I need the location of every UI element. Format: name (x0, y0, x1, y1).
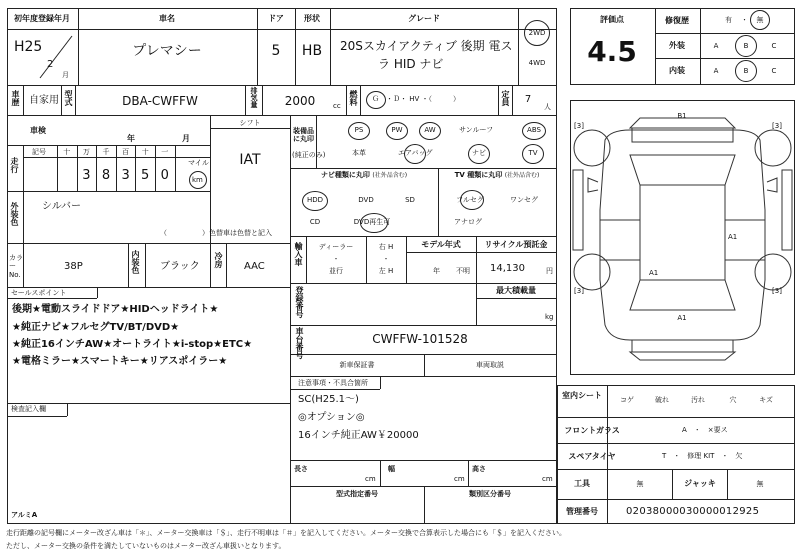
manual: 車両取説 (476, 361, 504, 369)
equip-abs: ABS (527, 126, 541, 134)
mileage-digit-5: 0 (160, 168, 169, 183)
drive-2wd: 2WD (528, 29, 546, 37)
recycle-value: 14,130 (490, 263, 525, 274)
designation-no-label: 型式指定番号 (336, 490, 378, 498)
tools-label: 工具 (574, 479, 590, 488)
equip-navi: ナビ (472, 149, 486, 157)
mileage-digit-1: 3 (82, 168, 91, 183)
model-year-label: モデル年式 (421, 240, 461, 249)
model-year-unit: 年 (433, 267, 440, 275)
fuel-opts: Ｇ ・Ｄ・ HV ・（ ） (372, 95, 461, 103)
spare-value: T ・ 修理 KIT ・ 欠 (662, 452, 743, 460)
inspector-bottom: アルミA (11, 511, 38, 519)
width-label: 幅 (388, 465, 395, 473)
mile-label: マイル (188, 159, 209, 167)
mileage-digit-3: 3 (121, 168, 130, 183)
diagram-b1: B1 (677, 112, 687, 120)
diagram-mark-3-br: [3] (772, 287, 782, 295)
mileage-unit-4: 十 (141, 148, 149, 156)
fuel-label: 燃料 (349, 90, 358, 106)
reg-month: 2 (47, 59, 54, 70)
inspection-month: 月 (182, 134, 190, 143)
grade-line1: 20Sスカイアクティブ 後期 電ス (340, 39, 513, 53)
diagram-a1-right: A1 (728, 233, 738, 241)
windshield-label: フロントガラス (564, 426, 620, 435)
color-note: （ ）色替車は色替と記入 (160, 229, 272, 237)
km-label: km (192, 176, 203, 184)
interior-b: B (743, 67, 749, 75)
equip-sub: (純正のみ) (292, 151, 326, 159)
interior-a: A (713, 67, 719, 75)
model-label: 型式 (64, 90, 73, 106)
tv-type-label: TV 種類に丸印 (社外品含む) (454, 171, 540, 179)
repair-label: 修復歴 (665, 16, 689, 25)
mileage-unit-2: 千 (102, 148, 110, 156)
diagram-mark-3-tr: [3] (772, 122, 782, 130)
recycle-label: リサイクル預託金 (484, 240, 548, 249)
notes-label: 注意事項・不具合箇所 (298, 379, 368, 387)
exterior-c: C (771, 42, 777, 50)
usage-value: 自家用 (29, 95, 59, 106)
new-warranty: 新車保証書 (339, 361, 375, 369)
height-cm: cm (542, 475, 553, 483)
grade-label: グレード (408, 14, 440, 23)
shape-label: 形状 (304, 14, 320, 23)
seat-opt-1: コゲ (620, 396, 634, 404)
tools-value: 無 (636, 480, 644, 488)
navi-cd: CD (309, 218, 321, 226)
exterior-a: A (713, 42, 719, 50)
color-value: シルバー (42, 201, 82, 212)
tv-fullseg: フルセグ (456, 196, 484, 204)
jack-label: ジャッキ (684, 479, 716, 488)
equip-airbag: エアバッグ (398, 149, 433, 157)
length-label: 長さ (294, 465, 308, 473)
navi-dvd: DVD (358, 196, 374, 204)
sales-line-3: ★純正16インチAW★オートライト★i-stop★ETC★ (12, 339, 253, 350)
mileage-unit-1: 万 (82, 148, 90, 156)
seat-label: 室内シート (562, 391, 602, 400)
diagram-a1-rear: A1 (677, 314, 687, 322)
notes-line-1: SC(H25.1～) (298, 394, 359, 405)
first-reg-label: 初年度登録年月 (14, 14, 70, 23)
footer-line-1: 走行距離の記号欄にメーター改ざん車は「＊」、メーター交換車は「＄」、走行不明車は「＃」を記入してください。メーター交換で合算表示した場合にも「＄」を記入ください。 (6, 529, 566, 537)
grade-line2: ラ HID ナビ (378, 57, 444, 71)
sales-line-2: ★純正ナビ★フルセグTV/BT/DVD★ (12, 322, 180, 333)
mileage-unit-0: 十 (63, 148, 71, 156)
navi-type-label: ナビ種類に丸印 (社外品含む) (320, 171, 408, 179)
yen-unit: 円 (546, 267, 553, 275)
mileage-label: 走行 (10, 157, 19, 173)
import-left: 左 H (378, 267, 394, 275)
shift-value: IAT (239, 152, 261, 168)
seat-opt-5: キズ (759, 396, 773, 404)
car-name-label: 車名 (159, 14, 175, 23)
height-label: 高さ (472, 465, 486, 473)
navi-dvd-play: DVD再生可 (353, 218, 391, 226)
equip-label: 装備品に丸印 (293, 127, 314, 144)
displacement-value: 2000 (284, 94, 316, 108)
length-cm: cm (365, 475, 376, 483)
interior-color-value: ブラック (160, 261, 200, 272)
mileage-digit-2: 8 (101, 168, 111, 183)
repair-ari: 有 (725, 16, 732, 24)
sales-line-4: ★電格ミラー★スマートキー★リアスポイラー★ (12, 356, 228, 367)
tv-oneseg: ワンセグ (510, 196, 538, 204)
jack-value: 無 (756, 480, 764, 488)
doors-label: ドア (268, 14, 284, 23)
import-parallel: 並行 (329, 267, 343, 275)
mgmt-label: 管理番号 (566, 507, 598, 516)
drive-4wd: 4WD (528, 59, 546, 67)
interior-color-label: 内装色 (131, 250, 140, 274)
inspector-label: 検査記入欄 (11, 405, 46, 413)
displacement-label: 排気量 (250, 87, 258, 108)
category-no-label: 類別区分番号 (469, 490, 511, 498)
usage-label: 車歴 (11, 90, 20, 106)
mileage-digit-4: 5 (141, 168, 150, 183)
equip-sunroof: サンルーフ (459, 126, 494, 134)
kg-unit: kg (545, 313, 554, 321)
doors-value: 5 (271, 43, 281, 59)
cc-unit: cc (333, 102, 341, 110)
seat-opt-2: 破れ (655, 396, 669, 404)
reg-month-unit: 月 (62, 71, 69, 79)
width-cm: cm (454, 475, 465, 483)
spare-label: スペアタイヤ (568, 452, 616, 461)
navi-hdd: HDD (306, 196, 324, 204)
car-diagram (570, 100, 795, 375)
equip-pw: PW (391, 126, 403, 134)
import-dealer: ディーラー (318, 243, 354, 251)
import-right: 右 H (378, 243, 394, 251)
seat-opt-4: 穴 (729, 396, 737, 404)
windshield-value: A ・ ×要ス (682, 426, 728, 434)
reg-era: H25 (14, 39, 43, 55)
inspection-year: 年 (127, 134, 135, 143)
max-load-label: 最大積載量 (496, 286, 536, 295)
shift-label: シフト (239, 119, 261, 127)
capacity-value: 7 (524, 94, 532, 105)
exterior-label: 外装 (669, 41, 685, 50)
reg-number-label: 登録番号 (295, 286, 304, 318)
mileage-unit-3: 百 (122, 148, 130, 156)
kigou-label: 記号 (32, 148, 46, 156)
ac-label: 冷房 (214, 252, 223, 268)
exterior-b: B (743, 42, 749, 50)
equip-tv: TV (528, 149, 538, 157)
capacity-label: 定員 (501, 90, 510, 106)
car-name: プレマシー (132, 43, 202, 59)
score-value: 4.5 (587, 35, 637, 68)
navi-sd: SD (405, 196, 415, 204)
person-unit: 人 (544, 103, 551, 111)
repair-nashi: 無 (756, 16, 764, 24)
equip-ps: PS (354, 126, 364, 134)
tv-analog: アナログ (454, 218, 482, 226)
color-no-label: カラーNo. (9, 254, 23, 279)
diagonal-slash (36, 32, 78, 82)
mileage-unit-5: 一 (161, 148, 169, 156)
mgmt-value: 02038000030000012925 (626, 506, 760, 517)
sales-points-label: セールスポイント (11, 289, 67, 297)
color-no-value: 38P (64, 261, 83, 272)
sales-line-1: 後期★電動スライドドア★HIDヘッドライト★ (12, 304, 219, 315)
model-year-unknown: 不明 (456, 267, 470, 275)
diagram-mark-3-bl: [3] (574, 287, 584, 295)
chassis-label: 車台番号 (295, 327, 304, 359)
interior-label: 内装 (669, 66, 685, 75)
import-label: 輸入車 (294, 242, 303, 266)
chassis-value: CWFFW-101528 (372, 332, 468, 346)
interior-c: C (771, 67, 777, 75)
diagram-a1-left: A1 (649, 269, 659, 277)
ac-value: AAC (244, 261, 265, 272)
equip-aw: AW (424, 126, 436, 134)
color-label: 外装色 (10, 202, 19, 226)
score-label: 評価点 (600, 15, 624, 24)
model-value: DBA-CWFFW (122, 94, 198, 108)
equip-leather: 本革 (352, 149, 366, 157)
diagram-mark-3-tl: [3] (574, 122, 584, 130)
notes-line-3: 16インチ純正AW￥20000 (298, 430, 419, 441)
shape-value: HB (301, 43, 323, 59)
seat-opt-3: 汚れ (691, 396, 705, 404)
inspection-label: 車検 (30, 126, 46, 135)
notes-line-2: ◎オプション◎ (298, 412, 365, 423)
footer-line-2: ただし、メーター交換の条件を満たしていないものはメーター改ざん車扱いとなります。 (6, 542, 286, 550)
